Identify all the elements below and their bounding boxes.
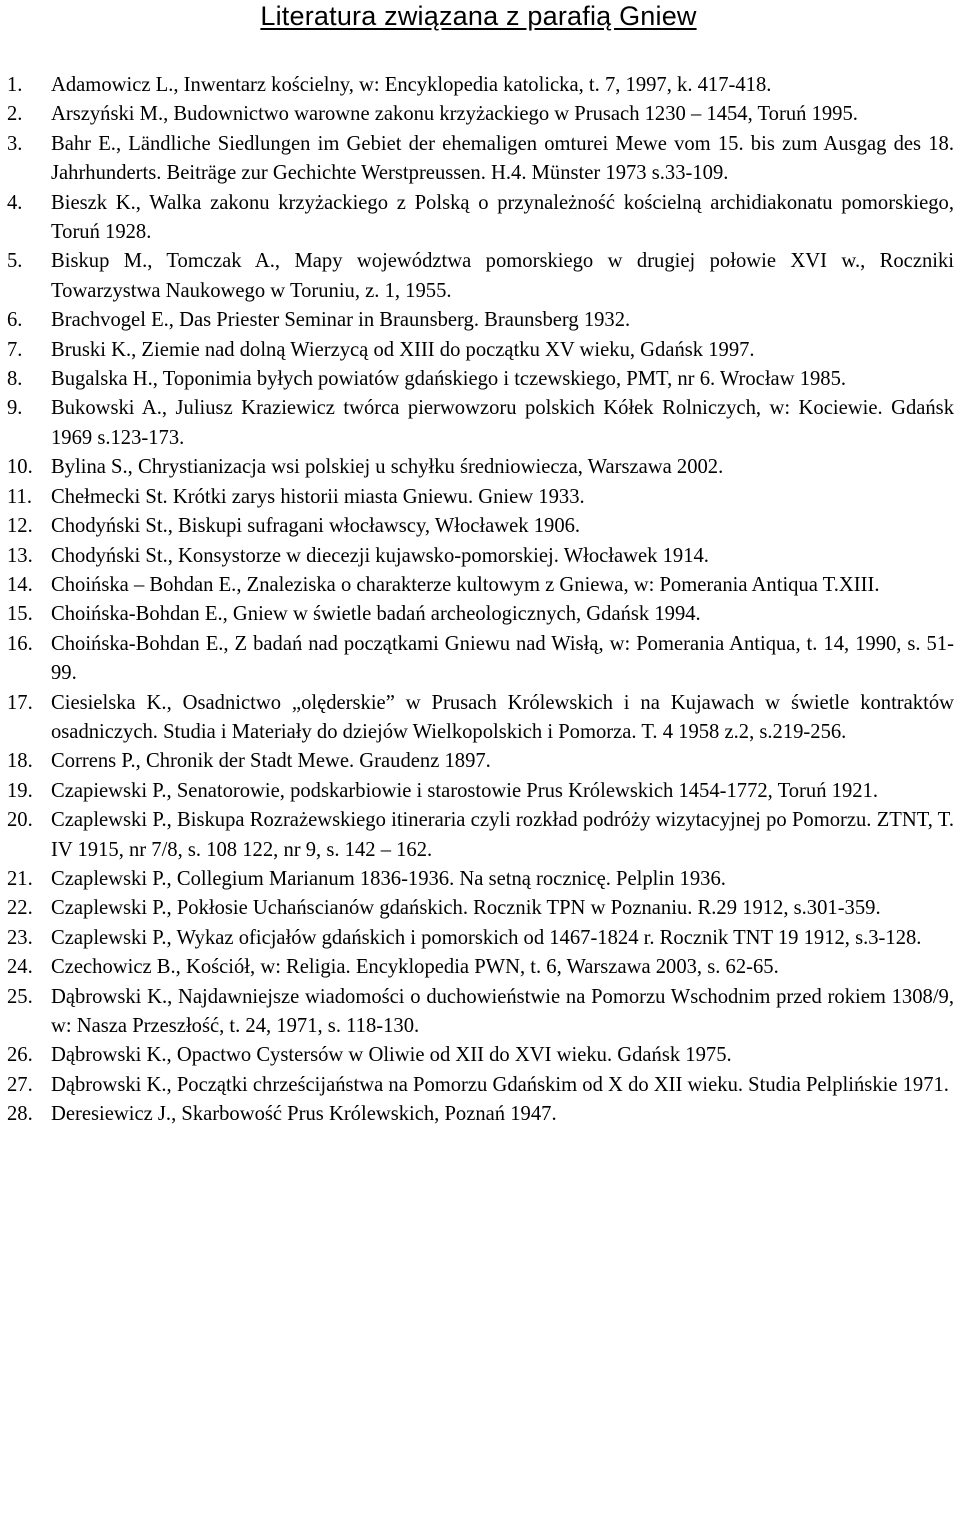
entry-number: 20. bbox=[7, 809, 33, 832]
bibliography-entry bbox=[3, 247, 954, 306]
bibliography-entry bbox=[3, 130, 954, 189]
entry-text: Dąbrowski K., Opactwo Cystersów w Oliwie od XII do XVI wieku. Gdańsk 1975. bbox=[51, 1044, 732, 1067]
bibliography-entry bbox=[3, 600, 954, 629]
bibliography-entry bbox=[3, 365, 954, 394]
bibliography-entry bbox=[3, 806, 954, 865]
entry-text: Correns P., Chronik der Stadt Mewe. Graudenz 1897. bbox=[51, 750, 491, 773]
entry-number: 19. bbox=[7, 779, 33, 802]
entry-number: 12. bbox=[7, 515, 33, 538]
entry-number: 16. bbox=[7, 632, 33, 655]
entry-number: 22. bbox=[7, 897, 33, 920]
entry-text: Czechowicz B., Kościół, w: Religia. Encyklopedia PWN, t. 6, Warszawa 2003, s. 62-65. bbox=[51, 956, 779, 979]
bibliography-entry bbox=[3, 953, 954, 982]
entry-text: Czaplewski P., Wykaz oficjałów gdańskich i pomorskich od 1467-1824 r. Rocznik TNT 19 1912, s.3-128. bbox=[51, 926, 922, 949]
bibliography-entry bbox=[3, 394, 954, 453]
bibliography-entry bbox=[3, 689, 954, 748]
entry-number: 21. bbox=[7, 867, 33, 890]
entry-text: Dąbrowski K., Początki chrześcijaństwa na Pomorzu Gdańskim od X do XII wieku. Studia Pelplińskie 1971. bbox=[51, 1073, 949, 1096]
entry-text: Bahr E., Ländliche Siedlungen im Gebiet der ehemaligen omturei Mewe vom 15. bis zum Ausgag des 18. Jahrhunderts. Beiträge zur Gechichte Werstpreussen. H.4. Münster 1973 s.33-109. bbox=[51, 132, 954, 185]
entry-number: 9. bbox=[7, 397, 23, 420]
entry-text: Choińska – Bohdan E., Znaleziska o charakterze kultowym z Gniewa, w: Pomerania Antiqua T.XIII. bbox=[51, 573, 880, 596]
entry-text: Adamowicz L., Inwentarz kościelny, w: Encyklopedia katolicka, t. 7, 1997, k. 417-418. bbox=[51, 74, 772, 96]
entry-number: 6. bbox=[7, 309, 23, 332]
bibliography-entry bbox=[3, 777, 954, 806]
entry-text: Ciesielska K., Osadnictwo „olęderskie” w Prusach Królewskich i na Kujawach w świetle kontraktów osadniczych. Studia i Materiały do dziejów Wielkopolskich i Pomorza. T. 4 1958 z.2, s.219-256. bbox=[51, 691, 954, 743]
entry-text: Choińska-Bohdan E., Z badań nad początkami Gniewu nad Wisłą, w: Pomerania Antiqua, t. 14, 1990, s. 51-99. bbox=[51, 632, 954, 685]
entry-text: Biskup M., Tomczak A., Mapy województwa pomorskiego w drugiej połowie XVI w., Roczniki Towarzystwa Naukowego w Toruniu, z. 1, 1955. bbox=[51, 250, 954, 302]
entry-text: Bruski K., Ziemie nad dolną Wierzycą od XIII do początku XV wieku, Gdańsk 1997. bbox=[51, 338, 755, 361]
bibliography-entry bbox=[3, 483, 954, 512]
entry-number: 10. bbox=[7, 456, 33, 479]
entry-number: 23. bbox=[7, 926, 33, 949]
entry-text: Bugalska H., Toponimia byłych powiatów gdańskiego i tczewskiego, PMT, nr 6. Wrocław 1985. bbox=[51, 368, 847, 391]
entry-number: 14. bbox=[7, 573, 33, 596]
bibliography-entry bbox=[3, 512, 954, 541]
entry-number: 15. bbox=[7, 603, 33, 626]
entry-number: 8. bbox=[7, 368, 23, 391]
bibliography-entry bbox=[3, 571, 954, 600]
bibliography-entry bbox=[3, 1071, 954, 1100]
bibliography-entry bbox=[3, 189, 954, 248]
entry-number: 7. bbox=[7, 338, 23, 361]
entry-text: Czaplewski P., Collegium Marianum 1836-1936. Na setną rocznicę. Pelplin 1936. bbox=[51, 867, 726, 890]
entry-number: 26. bbox=[7, 1044, 33, 1067]
bibliography-entry bbox=[3, 894, 954, 923]
bibliography-entry bbox=[3, 100, 954, 129]
bibliography-entry bbox=[3, 865, 954, 894]
entry-number: 5. bbox=[7, 250, 23, 273]
bibliography-entry bbox=[3, 983, 954, 1042]
entry-number: 4. bbox=[7, 191, 23, 214]
entry-text: Choińska-Bohdan E., Gniew w świetle badań archeologicznych, Gdańsk 1994. bbox=[51, 603, 701, 626]
entry-text: Arszyński M., Budownictwo warowne zakonu krzyżackiego w Prusach 1230 – 1454, Toruń 1995. bbox=[51, 103, 858, 126]
entry-number: 13. bbox=[7, 544, 33, 567]
bibliography-entry bbox=[3, 71, 954, 100]
entry-text: Dąbrowski K., Najdawniejsze wiadomości o duchowieństwie na Pomorzu Wschodnim przed rokiem 1308/9, w: Nasza Przeszłość, t. 24, 1971, s. 118-130. bbox=[51, 985, 954, 1037]
bibliography-entry bbox=[3, 336, 954, 365]
entry-text: Bukowski A., Juliusz Kraziewicz twórca pierwowzoru polskich Kółek Rolniczych, w: Kociewie. Gdańsk 1969 s.123-173. bbox=[51, 397, 954, 449]
bibliography-entry bbox=[3, 924, 954, 953]
entry-text: Chełmecki St. Krótki zarys historii miasta Gniewu. Gniew 1933. bbox=[51, 485, 585, 508]
entry-text: Chodyński St., Biskupi sufragani włocławscy, Włocławek 1906. bbox=[51, 515, 581, 538]
bibliography-entry bbox=[3, 1041, 954, 1070]
document-title: Literatura związana z parafią Gniew bbox=[260, 1, 697, 31]
bibliography-entry bbox=[3, 1100, 954, 1129]
bibliography-entry bbox=[3, 747, 954, 776]
entry-number: 2. bbox=[7, 103, 23, 126]
entry-number: 25. bbox=[7, 985, 33, 1008]
entry-text: Bylina S., Chrystianizacja wsi polskiej u schyłku średniowiecza, Warszawa 2002. bbox=[51, 456, 724, 479]
entry-text: Bieszk K., Walka zakonu krzyżackiego z Polską o przynależność kościelną archidiakonatu pomorskiego, Toruń 1928. bbox=[51, 191, 954, 244]
entry-number: 11. bbox=[7, 485, 32, 508]
entry-number: 27. bbox=[7, 1073, 33, 1096]
bibliography-list bbox=[3, 71, 954, 1130]
entry-text: Chodyński St., Konsystorze w diecezji kujawsko-pomorskiej. Włocławek 1914. bbox=[51, 544, 709, 567]
entry-text: Czaplewski P., Biskupa Rozrażewskiego itineraria czyli rozkład podróży wizytacyjnej po Pomorzu. ZTNT, T. IV 1915, nr 7/8, s. 108 122, nr 9, s. 142 – 162. bbox=[51, 809, 954, 861]
entry-number: 28. bbox=[7, 1103, 33, 1126]
entry-number: 3. bbox=[7, 132, 23, 155]
entry-text: Brachvogel E., Das Priester Seminar in Braunsberg. Braunsberg 1932. bbox=[51, 309, 631, 332]
bibliography-entry bbox=[3, 542, 954, 571]
entry-text: Czaplewski P., Pokłosie Uchańscianów gdańskich. Rocznik TPN w Poznaniu. R.29 1912, s.301-359. bbox=[51, 897, 881, 920]
entry-number: 24. bbox=[7, 956, 33, 979]
bibliography-entry bbox=[3, 630, 954, 689]
bibliography-entry bbox=[3, 453, 954, 482]
entry-text: Deresiewicz J., Skarbowość Prus Królewskich, Poznań 1947. bbox=[51, 1103, 557, 1126]
entry-number: 18. bbox=[7, 750, 33, 773]
entry-text: Czapiewski P., Senatorowie, podskarbiowie i starostowie Prus Królewskich 1454-1772, Toruń 1921. bbox=[51, 779, 878, 802]
entry-number: 1. bbox=[7, 74, 23, 96]
bibliography-entry bbox=[3, 306, 954, 335]
entry-number: 17. bbox=[7, 691, 33, 714]
